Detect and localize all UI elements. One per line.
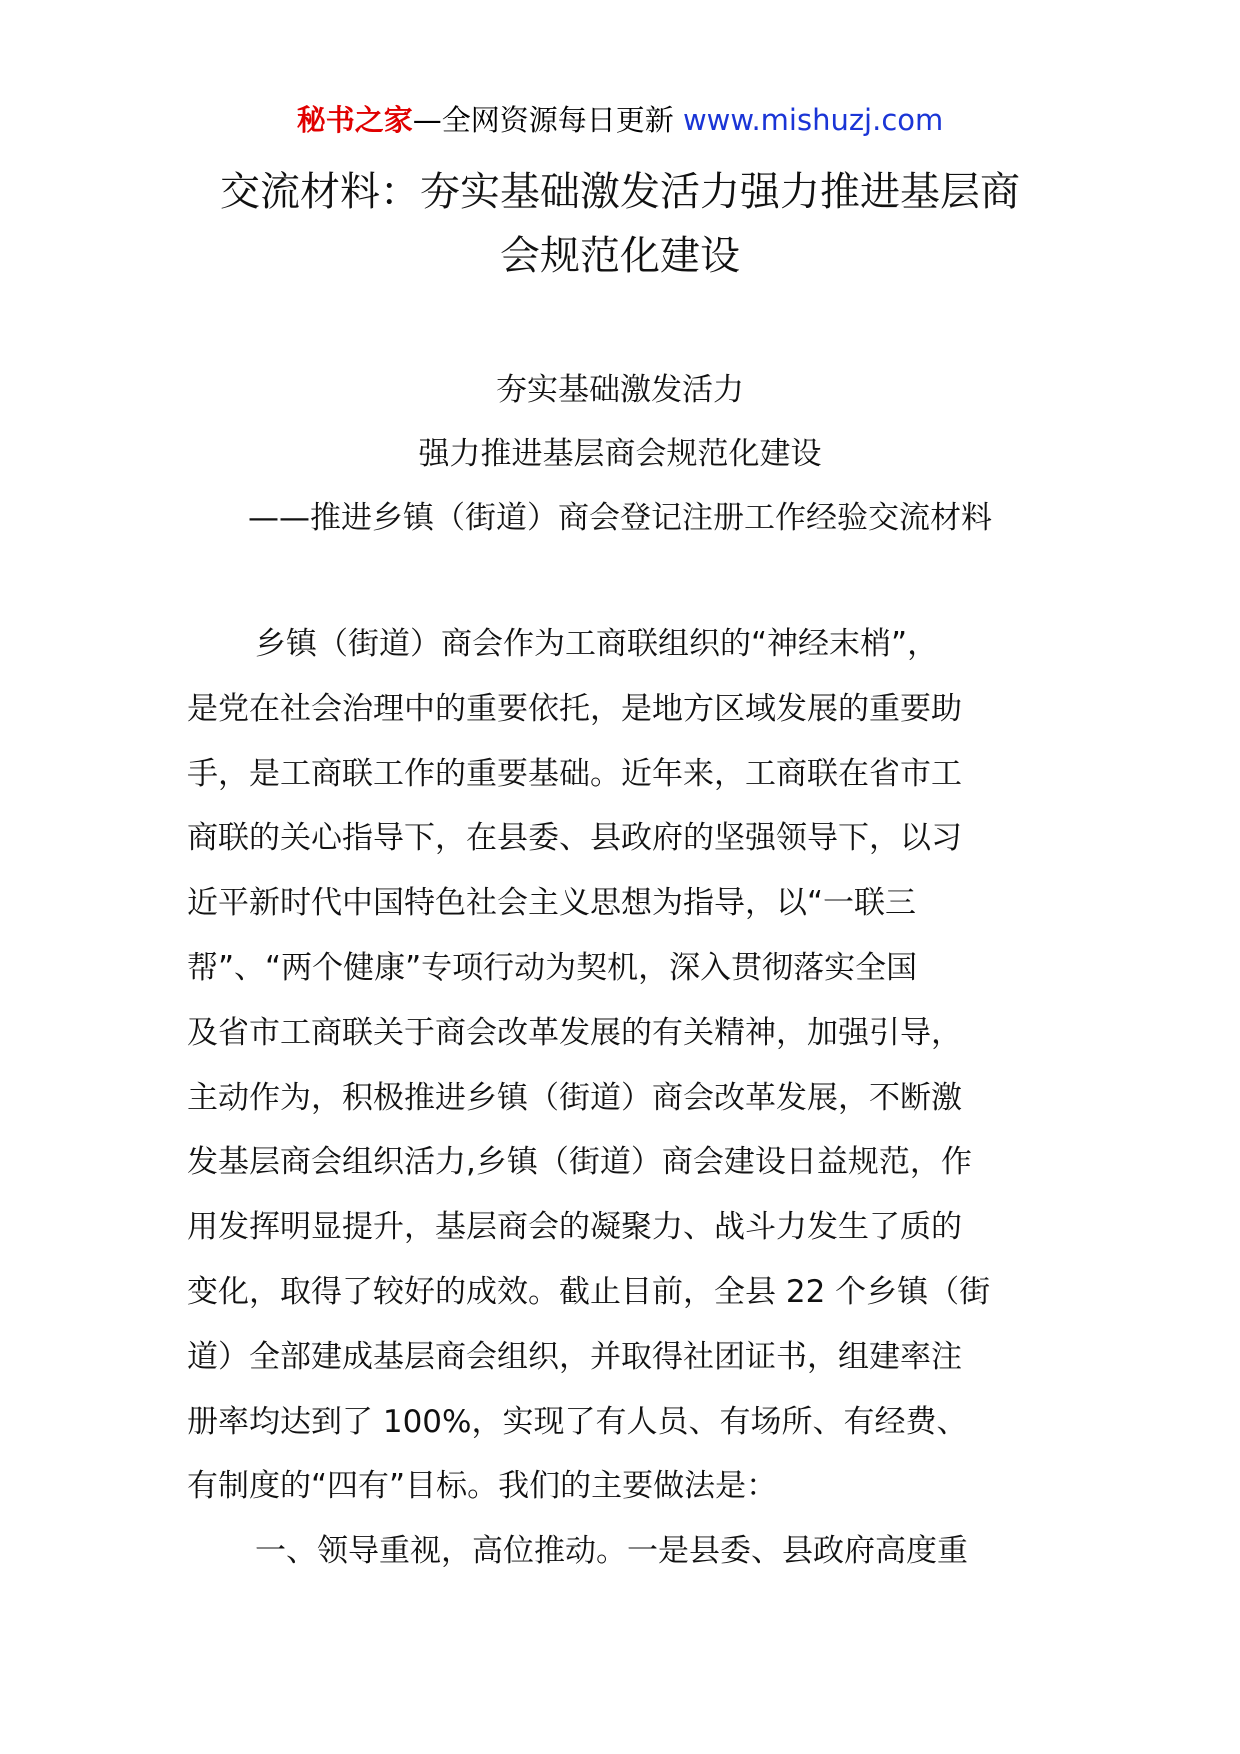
paragraph-1-line: 商联的关心指导下，在县委、县政府的坚强领导下，以习 [187,820,962,857]
paragraph-1-line: 主动作为，积极推进乡镇（街道）商会改革发展，不断激 [187,1079,962,1116]
banner-url-link[interactable]: www.mishuzj.com [682,103,944,137]
section-heading-line: 一、领导重视，高位推动。一是县委、县政府高度重 [255,1533,968,1570]
subtitle-line-1: 夯实基础激发活力 [496,372,744,408]
title-line-2: 会规范化建设 [500,233,740,279]
body-paragraphs [187,612,1057,1584]
paragraph-1-line: 及省市工商联关于商会改革发展的有关精神，加强引导， [187,1014,962,1051]
subtitle-line-2: 强力推进基层商会规范化建设 [418,436,822,472]
banner-brand: 秘书之家 [296,103,413,137]
paragraph-1-line: 是党在社会治理中的重要依托，是地方区域发展的重要助 [187,690,962,727]
paragraph-1-line: 乡镇（街道）商会作为工商联组织的“神经末梢”， [255,626,939,662]
paragraph-1-line: 有制度的“四有”目标。我们的主要做法是： [187,1468,778,1505]
banner-slogan: —全网资源每日更新 [412,103,683,137]
paragraph-1-line: 帮”、“两个健康”专项行动为契机，深入贯彻落实全国 [187,949,918,986]
paragraph-1-line: 近平新时代中国特色社会主义思想为指导，以“一联三 [187,885,917,922]
paragraph-1-line: 用发挥明显提升，基层商会的凝聚力、战斗力发生了质的 [187,1209,962,1246]
title-line-1: 交流材料：夯实基础激发活力强力推进基层商 [220,169,1020,215]
paragraph-1-line: 册率均达到了 100%，实现了有人员、有场所、有经费、 [187,1403,968,1440]
paragraph-1-line: 变化，取得了较好的成效。截止目前，全县 22 个乡镇（街 [187,1273,991,1310]
subtitle-line-3: ——推进乡镇（街道）商会登记注册工作经验交流材料 [248,500,992,536]
document-subtitle [180,358,1060,550]
paragraph-1-line: 发基层商会组织活力,乡镇（街道）商会建设日益规范，作 [187,1144,972,1181]
site-banner [0,100,1240,140]
paragraph-1-line: 道）全部建成基层商会组织，并取得社团证书，组建率注 [187,1338,962,1375]
document-title [180,160,1060,288]
paragraph-1-line: 手，是工商联工作的重要基础。近年来，工商联在省市工 [187,755,962,792]
